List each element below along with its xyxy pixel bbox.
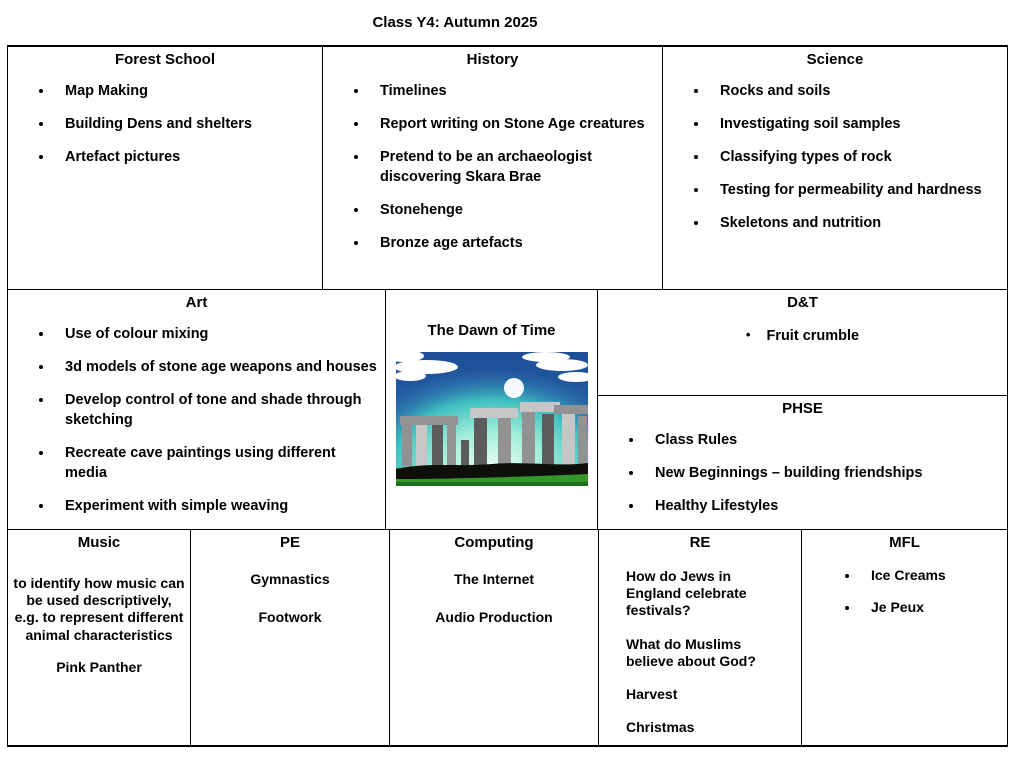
grass-shadow — [396, 482, 588, 486]
re-body — [599, 551, 801, 737]
cell-pe — [190, 530, 389, 745]
dt-item-text: Fruit crumble — [766, 328, 860, 344]
re-topic: Christmas — [626, 719, 695, 736]
list-item: • Stonehenge — [369, 200, 662, 220]
pe-item: Footwork — [258, 608, 322, 625]
list-item: • 3d models of stone age weapons and houses — [54, 357, 385, 377]
cell-re — [598, 530, 801, 745]
forest-school-list — [8, 81, 322, 167]
list-item: • Je Peux — [860, 598, 1007, 617]
table-row-middle — [8, 289, 1007, 529]
list-item: • New Beginnings – building friendships — [644, 463, 1007, 483]
art-list — [8, 324, 385, 516]
forest-school-title: Forest School — [114, 51, 215, 68]
science-title: Science — [806, 51, 864, 68]
list-item: • Class Rules — [644, 430, 1007, 450]
list-item: • Timelines — [369, 81, 662, 101]
cell-science — [662, 47, 1007, 289]
cell-dt — [598, 290, 1007, 396]
moon — [504, 378, 524, 398]
computing-body — [390, 571, 598, 626]
list-item: • Investigating soil samples — [709, 114, 1007, 134]
stonehenge-illustration — [396, 352, 588, 486]
list-item: • Experiment with simple weaving — [54, 496, 385, 516]
list-item: • Classifying types of rock — [709, 147, 1007, 167]
bullet-glyph: • — [745, 327, 751, 342]
cell-computing — [389, 530, 598, 745]
table-row-bottom — [8, 529, 1007, 745]
phse-list — [598, 430, 1007, 516]
dt-title: D&T — [787, 294, 818, 311]
dawn-of-time-title: The Dawn of Time — [427, 322, 556, 339]
list-item: • Ice Creams — [860, 566, 1007, 585]
table-row-top — [8, 47, 1007, 289]
mfl-list — [802, 566, 1007, 618]
list-item: • Healthy Lifestyles — [644, 496, 1007, 516]
cell-dt-phse — [597, 290, 1007, 529]
list-item: • Artefact pictures — [54, 147, 322, 167]
dt-bullet-item — [598, 327, 1007, 344]
music-piece: Pink Panther — [56, 658, 142, 675]
cell-dawn-of-time — [385, 290, 597, 529]
page-title: Class Y4: Autumn 2025 — [372, 14, 538, 31]
list-item: • Pretend to be an archaeologist discovering Skara Brae — [369, 147, 662, 187]
phse-title: PHSE — [782, 400, 823, 417]
list-item: • Develop control of tone and shade through sketching — [54, 390, 385, 430]
history-list — [323, 81, 662, 253]
computing-item: Audio Production — [435, 608, 553, 625]
cell-forest-school — [8, 47, 322, 289]
re-question: How do Jews in England celebrate festivals? — [626, 568, 747, 619]
computing-item: The Internet — [453, 571, 535, 587]
re-question: What do Muslims believe about God? — [626, 635, 756, 669]
music-description: to identify how music can be used descriptively, e.g. to represent different animal characteristics — [13, 575, 185, 643]
list-item: • Use of colour mixing — [54, 324, 385, 344]
science-list — [663, 81, 1007, 233]
cell-music — [8, 530, 190, 745]
pe-title: PE — [279, 534, 300, 551]
curriculum-table — [7, 45, 1008, 747]
list-item: • Recreate cave paintings using different media — [54, 443, 385, 483]
pe-body — [191, 571, 389, 626]
re-title: RE — [689, 534, 711, 551]
cell-art — [8, 290, 385, 529]
list-item: • Rocks and soils — [709, 81, 1007, 101]
pe-item: Gymnastics — [250, 571, 330, 587]
list-item: • Bronze age artefacts — [369, 233, 662, 253]
cell-phse — [598, 396, 1007, 529]
cell-history — [322, 47, 662, 289]
list-item: • Report writing on Stone Age creatures — [369, 114, 662, 134]
list-item: • Testing for permeability and hardness — [709, 180, 1007, 200]
cell-mfl — [801, 530, 1007, 745]
mfl-title: MFL — [889, 534, 920, 551]
list-item: • Map Making — [54, 81, 322, 101]
list-item: • Building Dens and shelters — [54, 114, 322, 134]
art-title: Art — [185, 294, 208, 311]
music-body — [8, 575, 190, 676]
re-topic: Harvest — [626, 686, 678, 703]
list-item: • Skeletons and nutrition — [709, 213, 1007, 233]
history-title: History — [466, 51, 519, 68]
music-title: Music — [77, 534, 121, 551]
computing-title: Computing — [454, 534, 534, 551]
